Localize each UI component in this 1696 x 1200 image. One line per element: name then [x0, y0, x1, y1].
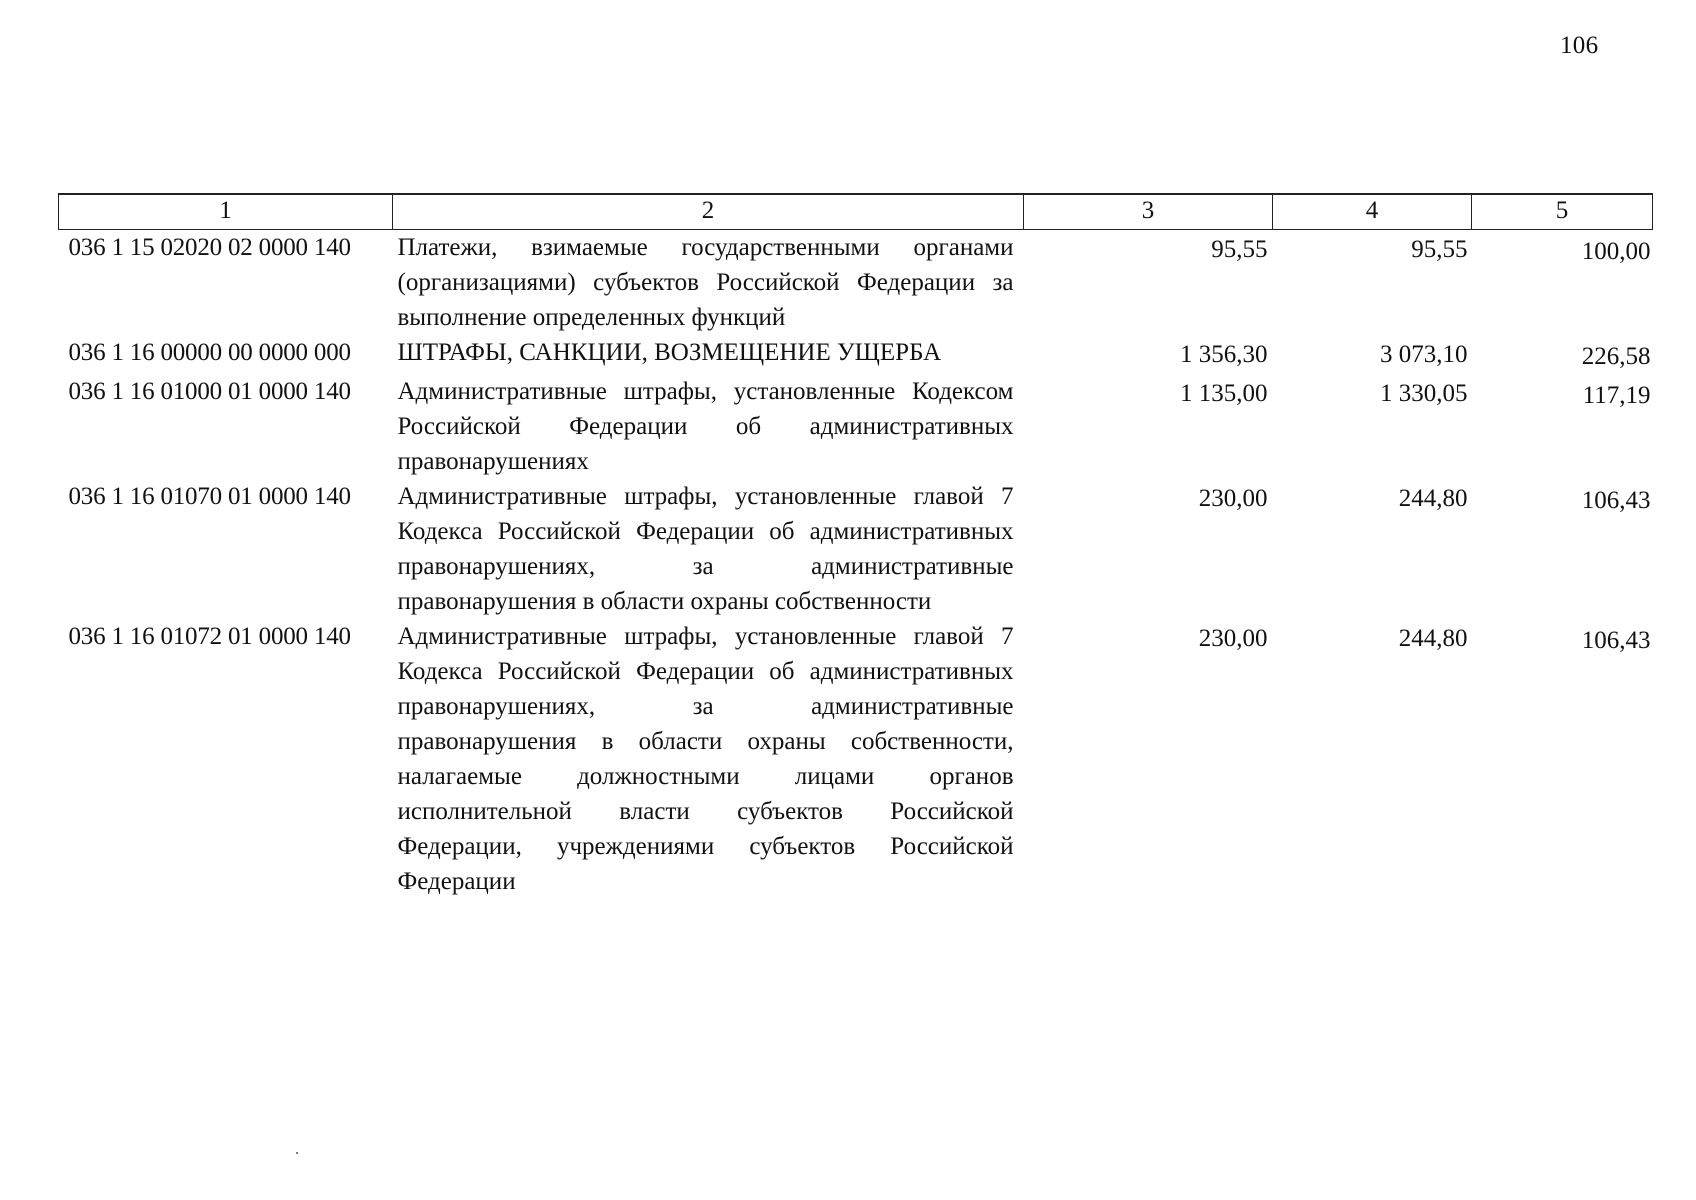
column-header-2: 2: [393, 194, 1024, 230]
value-col-5: 100,00: [1581, 238, 1651, 265]
value-col-4: 244,80: [1398, 625, 1468, 652]
value-col-5: 106,43: [1581, 487, 1651, 514]
value-col-5: 226,58: [1581, 343, 1651, 370]
table-row: [59, 479, 1653, 619]
value-col-4: 3 073,10: [1380, 341, 1468, 368]
revenue-name: Административные штрафы, установленные Кодексом Российской Федерации об административных правонарушениях: [397, 378, 1014, 475]
value-col-3: 230,00: [1198, 485, 1268, 512]
budget-table-container: [58, 193, 1652, 899]
column-header-3: 3: [1024, 194, 1273, 230]
budget-code: 036 1 16 01000 01 0000 140: [68, 378, 351, 405]
budget-code: 036 1 15 02020 02 0000 140: [68, 234, 351, 261]
column-header-4: 4: [1273, 194, 1472, 230]
value-col-3: 1 135,00: [1180, 380, 1268, 407]
budget-code: 036 1 16 01070 01 0000 140: [68, 483, 351, 510]
table-row: [59, 230, 1653, 336]
budget-code: 036 1 16 01072 01 0000 140: [68, 623, 351, 650]
value-col-5: 106,43: [1581, 627, 1651, 654]
value-col-4: 1 330,05: [1380, 380, 1468, 407]
table-row: [59, 335, 1653, 374]
value-col-5: 117,19: [1582, 382, 1651, 409]
revenue-name: Платежи, взимаемые государственными органами (организациями) субъектов Российской Федерации за выполнение определенных функций: [397, 234, 1014, 331]
column-header-5: 5: [1472, 194, 1653, 230]
revenue-name: Административные штрафы, установленные главой 7 Кодекса Российской Федерации об административных правонарушениях, за административные правонарушения в области охраны собственности, налагаемые должностными лицами органов исполнительной власти субъектов Российской Федерации, учреждениями субъектов Российской Федерации: [397, 623, 1014, 895]
scan-speck: [296, 1152, 298, 1154]
value-col-4: 244,80: [1398, 485, 1468, 512]
revenue-name: ШТРАФЫ, САНКЦИИ, ВОЗМЕЩЕНИЕ УЩЕРБА: [397, 339, 942, 366]
value-col-3: 95,55: [1211, 236, 1268, 263]
page-number: 106: [1560, 32, 1599, 59]
value-col-4: 95,55: [1411, 236, 1468, 263]
value-col-3: 230,00: [1198, 625, 1268, 652]
budget-code: 036 1 16 00000 00 0000 000: [68, 339, 351, 366]
revenue-name: Административные штрафы, установленные главой 7 Кодекса Российской Федерации об административных правонарушениях, за административные правонарушения в области охраны собственности: [397, 483, 1014, 615]
table-row: [59, 619, 1653, 899]
value-col-3: 1 356,30: [1180, 341, 1268, 368]
table-row: [59, 374, 1653, 479]
table-header-row: [59, 194, 1653, 230]
budget-table: [58, 193, 1653, 899]
column-header-1: 1: [59, 194, 393, 230]
